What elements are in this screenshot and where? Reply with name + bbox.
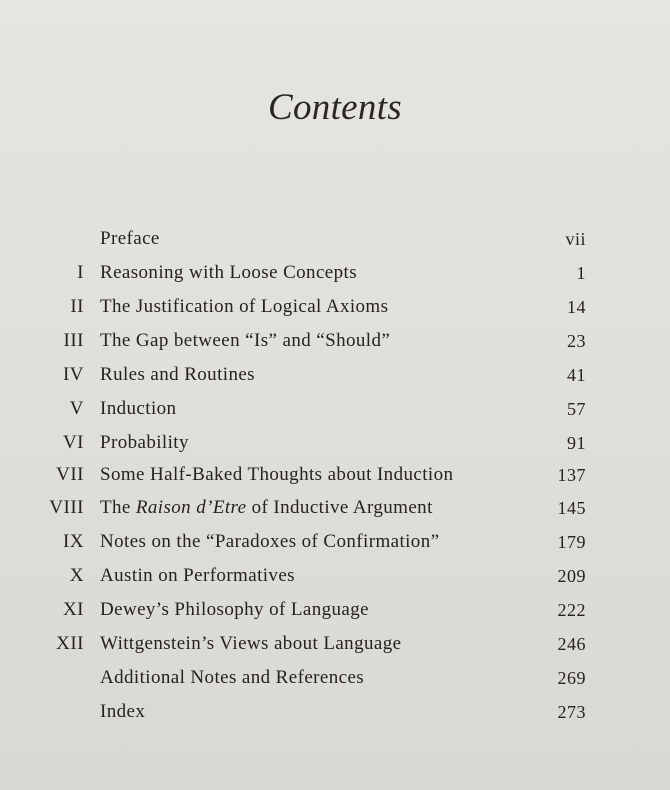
chapter-title-start: The: [100, 497, 136, 518]
chapter-title: [100, 491, 433, 525]
chapter-number: III: [63, 330, 84, 351]
chapter-title: Austin on Performatives: [100, 565, 295, 586]
chapter-number: IV: [62, 364, 84, 385]
chapter-number: VIII: [49, 497, 84, 518]
chapter-number: X: [69, 565, 84, 586]
chapter-number: IX: [62, 531, 84, 552]
page-number: 246: [557, 634, 586, 654]
toc-entry-6: [0, 426, 670, 460]
page-number: 41: [567, 365, 586, 385]
page-number: 145: [557, 498, 586, 518]
chapter-number: I: [77, 262, 84, 283]
chapter-title: Some Half-Baked Thoughts about Induction: [100, 464, 454, 485]
toc-entry-10: [0, 559, 670, 593]
chapter-title: Index: [100, 701, 146, 722]
toc-entry-5: [0, 392, 670, 426]
chapter-number: XII: [56, 633, 84, 654]
page-number: 23: [567, 331, 586, 351]
chapter-title: Rules and Routines: [100, 364, 255, 385]
page-number: 179: [557, 532, 586, 552]
chapter-title: Reasoning with Loose Concepts: [100, 262, 357, 283]
page-number: vii: [565, 229, 586, 249]
chapter-title: The Justification of Logical Axioms: [100, 296, 389, 317]
page-number: 273: [557, 702, 586, 722]
chapter-number: II: [70, 296, 84, 317]
chapter-title: Probability: [100, 432, 189, 453]
chapter-title: Induction: [100, 398, 177, 419]
chapter-number: VII: [56, 464, 84, 485]
toc-entry-8: [0, 491, 670, 525]
page-number: 137: [557, 465, 586, 485]
chapter-title: Notes on the “Paradoxes of Confirmation”: [100, 531, 440, 552]
page-number: 91: [567, 433, 586, 453]
chapter-title: Dewey’s Philosophy of Language: [100, 599, 369, 620]
chapter-number: V: [69, 398, 84, 419]
page-number: 222: [557, 600, 586, 620]
toc-entry-preface: [0, 222, 670, 256]
chapter-number: VI: [62, 432, 84, 453]
toc-entry-additional-notes: [0, 661, 670, 695]
chapter-number: XI: [62, 599, 84, 620]
page-number: 269: [557, 668, 586, 688]
page-number: 14: [567, 297, 586, 317]
page-title: Contents: [268, 87, 402, 128]
toc-entry-12: [0, 627, 670, 661]
toc-entry-4: [0, 358, 670, 392]
toc-entry-index: [0, 695, 670, 729]
chapter-title: Wittgenstein’s Views about Language: [100, 633, 402, 654]
chapter-title: The Gap between “Is” and “Should”: [100, 330, 391, 351]
page-number: 1: [576, 263, 586, 283]
toc-entry-9: [0, 525, 670, 559]
chapter-title-end: of Inductive Argument: [246, 497, 433, 518]
toc-entry-3: [0, 324, 670, 358]
toc-entry-7: [0, 458, 670, 492]
chapter-title: Additional Notes and References: [100, 667, 365, 688]
chapter-title: Preface: [100, 228, 160, 249]
toc-entry-2: [0, 290, 670, 324]
toc-entry-11: [0, 593, 670, 627]
toc-entry-1: [0, 256, 670, 290]
chapter-title-italic: Raison d’Etre: [135, 497, 247, 518]
page-number: 209: [557, 566, 586, 586]
page-number: 57: [567, 399, 586, 419]
